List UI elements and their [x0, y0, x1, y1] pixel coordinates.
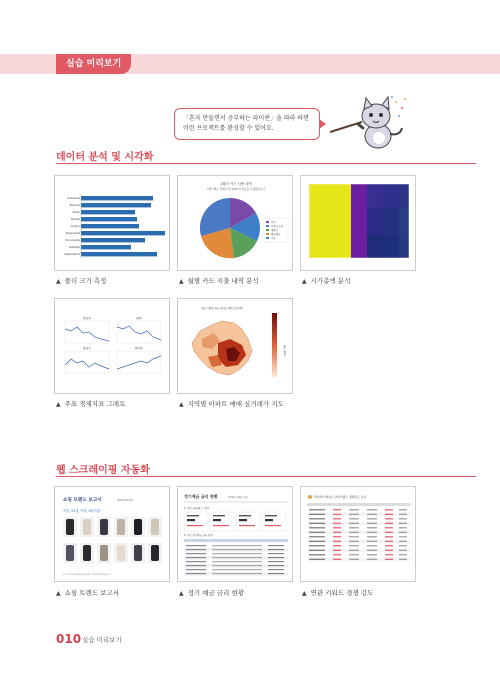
caption-folder-size: [56, 276, 106, 285]
keyword-title: 만들면서 배우는 연관키워드 경쟁강도 분석: [314, 495, 367, 499]
cat-mascot-icon: [330, 94, 410, 152]
shop-product-image: [66, 519, 74, 535]
shop-product-image: [117, 519, 125, 535]
triangle-icon: ▲: [302, 278, 307, 285]
shop-product-image: [100, 545, 108, 561]
svg-text:원/엔: 원/엔: [136, 317, 142, 320]
shop-subtitle: 서울, 20대, 여성, 패션의류: [63, 509, 101, 513]
shop-product-image: [83, 545, 91, 561]
shop-product-grid: [63, 517, 162, 563]
shop-date: (2024-10-13): [117, 499, 133, 502]
pie-legend-label: 기타: [271, 236, 276, 240]
pie-legend-swatch: [266, 237, 269, 239]
pie-legend-swatch: [266, 221, 269, 223]
shop-product-image: [134, 545, 142, 561]
section-title-scraping: 웹 스크레이핑 자동화: [56, 465, 150, 476]
caption-deposit-text: 정기 예금 금리 현황: [187, 589, 245, 597]
pie-legend-label: 패션잡화: [271, 232, 280, 236]
folder-bar-label: Music: [72, 211, 80, 215]
folder-bar-labels: [64, 196, 80, 256]
folder-bar-label: Movies: [70, 218, 80, 222]
thumb-apartment-map: [177, 298, 293, 394]
pie-subtitle: 1월가계는 카테고리 (15%)의 비율을 사용했습니다: [207, 188, 265, 191]
svg-text:원/위안: 원/위안: [134, 347, 144, 350]
triangle-icon: ▲: [56, 401, 61, 408]
folder-bar: [81, 245, 131, 249]
folder-bar: [81, 224, 139, 228]
econ-panel-1: [65, 316, 109, 343]
shop-product-image: [151, 519, 159, 535]
shop-product-image: [100, 519, 108, 535]
econ-panel-2: [117, 316, 161, 343]
folder-bar-label: Library: [70, 225, 80, 229]
caption-economic-text: 주요 경제지표 그래프: [64, 400, 126, 408]
caption-apartment-text: 지역별 아파트 매매 실거래가 지도: [187, 400, 284, 408]
caption-shopping: [56, 588, 119, 597]
section-title-analysis: 데이터 분석 및 시각화: [56, 152, 154, 163]
deposit-sub: (2024년 10월 기준): [228, 496, 248, 499]
shop-product-image: [66, 545, 74, 561]
pie-legend-label: 온라인 쇼핑: [271, 224, 283, 228]
shop-product-image: [151, 545, 159, 561]
deposit-card: [184, 512, 208, 531]
section-divider: [56, 476, 476, 477]
caption-apartment: [179, 399, 284, 408]
triangle-icon: ▲: [56, 278, 61, 285]
folder-bar: [81, 210, 135, 214]
pie-legend-label: 식비: [271, 220, 276, 224]
thumb-economic: [54, 298, 170, 394]
triangle-icon: ▲: [179, 590, 184, 597]
pie-legend-swatch: [266, 225, 269, 227]
deposit-s1: 1. 주요 금리(최고 기준): [184, 507, 209, 510]
folder-bar-label: Downloads: [65, 232, 80, 236]
caption-card-spending-text: 월별 카드 지출 내역 분석: [187, 277, 259, 285]
triangle-icon: ▲: [179, 278, 184, 285]
deposit-rate-cards: [184, 512, 286, 531]
thumb-deposit-rates: [177, 486, 293, 582]
folder-bar-label: Archiques: [67, 197, 80, 201]
pie-legend: [264, 218, 288, 242]
folder-bars: [81, 196, 165, 256]
pie-legend-label: 생활비: [271, 228, 278, 232]
thumb-card-spending: [177, 175, 293, 271]
caption-market-cap: [302, 276, 350, 285]
deposit-card: [210, 512, 234, 531]
folder-bar-label: Pictures: [69, 204, 80, 208]
econ-panel-4: [117, 346, 161, 373]
caption-economic: [56, 399, 125, 408]
deposit-table-rows: [184, 544, 288, 575]
pie-legend-swatch: [266, 233, 269, 235]
caption-keyword: [302, 588, 373, 597]
thumb-shopping-report: [54, 486, 170, 582]
folder-bar: [81, 196, 153, 200]
caption-keyword-text: 연관 키워드 경쟁 강도: [310, 589, 374, 597]
folder-bar: [81, 238, 145, 242]
map-scale-label: 평균 매매가: [283, 345, 286, 357]
speech-bubble: [174, 108, 320, 140]
caption-card-spending: [179, 276, 259, 285]
deposit-card: [236, 512, 260, 531]
shop-product-image: [83, 519, 91, 535]
speech-line-1: 「혼자 만들면서 공부하는 파이썬」을 따라 하면: [183, 115, 309, 122]
svg-text:원/달러: 원/달러: [82, 317, 92, 320]
caption-deposit: [179, 588, 244, 597]
econ-panel-3: [65, 346, 109, 373]
folder-bar: [81, 252, 157, 256]
folder-bar: [81, 217, 137, 221]
folder-bar: [81, 203, 151, 207]
triangle-icon: ▲: [56, 590, 61, 597]
deposit-s2: 2. 주요 정기예금 금리 상세: [184, 534, 213, 537]
shop-title: 쇼핑 트렌드 보고서: [63, 498, 102, 503]
thumb-folder-size: [54, 175, 170, 271]
triangle-icon: ▲: [179, 401, 184, 408]
folder-bar: [81, 231, 165, 235]
triangle-icon: ▲: [302, 590, 307, 597]
section-divider: [56, 163, 476, 164]
thumb-keyword: [300, 486, 416, 582]
caption-folder-size-text: 폴더 크기 측정: [64, 277, 107, 285]
thumb-market-cap: [300, 175, 416, 271]
folder-bar-label: Desktop: [69, 246, 80, 250]
folder-bar-label: Documents: [65, 239, 80, 243]
pie-title: 1월가 카드 사용 내역: [220, 182, 252, 186]
svg-text:원/유로: 원/유로: [82, 347, 92, 350]
page-number: 010: [56, 632, 82, 646]
caption-market-cap-text: 시가총액 분석: [310, 277, 351, 285]
pie-legend-swatch: [266, 229, 269, 231]
deposit-card: [262, 512, 286, 531]
speech-line-2: 이런 프로젝트를 완성할 수 있어요.: [183, 125, 274, 132]
shop-note: ※ 위 이미지는 2024년 10월 13일 기준으로 작성되었습니다: [63, 574, 111, 576]
shop-product-image: [117, 545, 125, 561]
map-title: 서울 지역별 평균 아파트 매매 실거래가: [200, 307, 244, 310]
keyword-table-rows: [307, 508, 411, 561]
folder-bar-label: Applications: [64, 253, 80, 257]
deposit-title: 정기예금 금리 현황: [184, 494, 218, 499]
footer-label: 실습 미리보기: [82, 636, 122, 644]
caption-shopping-text: 쇼핑 트렌드 보고서: [64, 589, 119, 597]
shop-product-image: [134, 519, 142, 535]
banner-label: 실습 미리보기: [56, 54, 131, 74]
